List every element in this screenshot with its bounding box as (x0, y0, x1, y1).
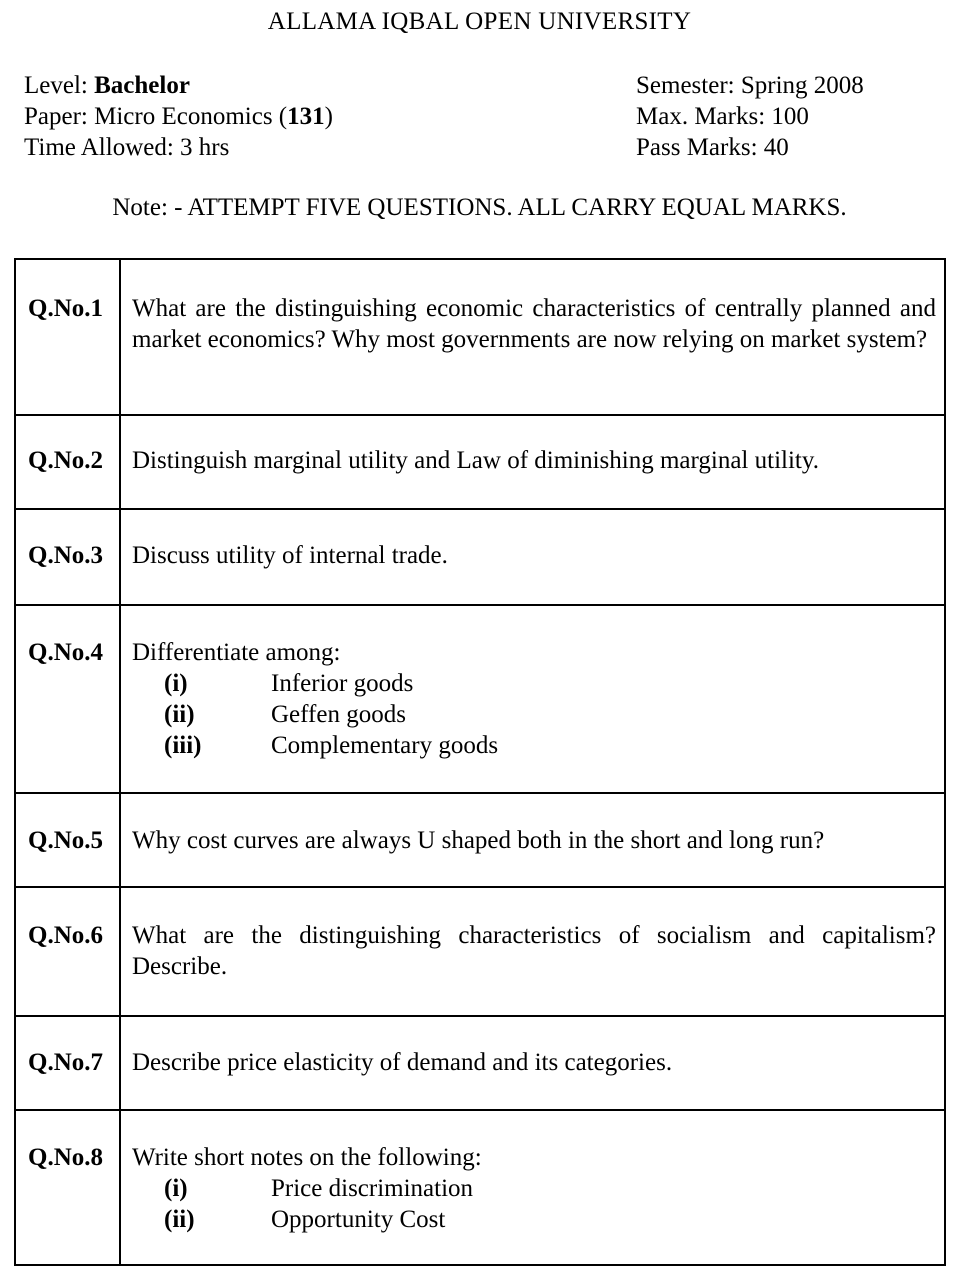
level-label: Level: (24, 72, 95, 99)
questions-table (14, 258, 946, 1266)
sub-item-numeral: (iii) (164, 732, 202, 759)
instructions-note: Note: - ATTEMPT FIVE QUESTIONS. ALL CARRY EQUAL MARKS. (112, 194, 847, 221)
question-row (16, 1111, 944, 1264)
question-text: Why cost curves are always U shaped both in the short and long run? (132, 827, 825, 854)
sub-item-text: Complementary goods (271, 732, 499, 759)
question-body (132, 1142, 936, 1235)
question-number: Q.No.2 (16, 416, 121, 508)
question-row (16, 1017, 944, 1111)
university-title: ALLAMA IQBAL OPEN UNIVERSITY (267, 8, 692, 35)
question-row (16, 888, 944, 1017)
sub-item-text: Geffen goods (271, 701, 406, 728)
sub-item-numeral: (i) (164, 670, 188, 697)
sub-item (132, 730, 936, 761)
pass-marks: Pass Marks: 40 (636, 134, 789, 161)
sub-item (132, 1204, 936, 1235)
question-number: Q.No.1 (16, 260, 121, 414)
paper-line (24, 101, 333, 132)
question-number: Q.No.5 (16, 794, 121, 886)
question-row (16, 606, 944, 794)
question-number: Q.No.7 (16, 1017, 121, 1109)
question-body (132, 637, 936, 761)
question-text: Differentiate among: (132, 639, 341, 666)
question-text: Discuss utility of internal trade. (132, 542, 448, 569)
question-text: What are the distinguishing economic characteristics of centrally planned and market economics? Why most governments are now relying on market system? (132, 295, 936, 353)
exam-info-right (636, 70, 864, 163)
sub-item-text: Opportunity Cost (271, 1206, 446, 1233)
sub-item-text: Inferior goods (271, 670, 414, 697)
sub-item-numeral: (i) (164, 1175, 188, 1202)
max-marks: Max. Marks: 100 (636, 103, 809, 130)
level-line (24, 70, 333, 101)
paper-code: 131 (287, 103, 325, 130)
paper-label: Paper: Micro Economics ( (24, 103, 288, 130)
sub-item-numeral: (ii) (164, 1206, 195, 1233)
question-number: Q.No.4 (16, 606, 121, 792)
question-number: Q.No.3 (16, 510, 121, 604)
paper-close: ) (324, 103, 333, 130)
exam-info-left (24, 70, 333, 163)
sub-item-numeral: (ii) (164, 701, 195, 728)
semester: Semester: Spring 2008 (636, 72, 864, 99)
question-row (16, 260, 944, 416)
sub-item (132, 699, 936, 730)
question-text: What are the distinguishing characteristics of socialism and capitalism? Describe. (132, 922, 936, 980)
question-text: Distinguish marginal utility and Law of diminishing marginal utility. (132, 447, 819, 474)
question-row (16, 510, 944, 606)
sub-item (132, 668, 936, 699)
time-allowed: Time Allowed: 3 hrs (24, 134, 230, 161)
question-row (16, 794, 944, 888)
level-value: Bachelor (94, 72, 190, 99)
sub-item-text: Price discrimination (271, 1175, 474, 1202)
question-number: Q.No.6 (16, 888, 121, 1015)
question-row (16, 416, 944, 510)
question-number: Q.No.8 (16, 1111, 121, 1264)
sub-item (132, 1173, 936, 1204)
question-text: Describe price elasticity of demand and its categories. (132, 1049, 673, 1076)
question-text: Write short notes on the following: (132, 1144, 482, 1171)
